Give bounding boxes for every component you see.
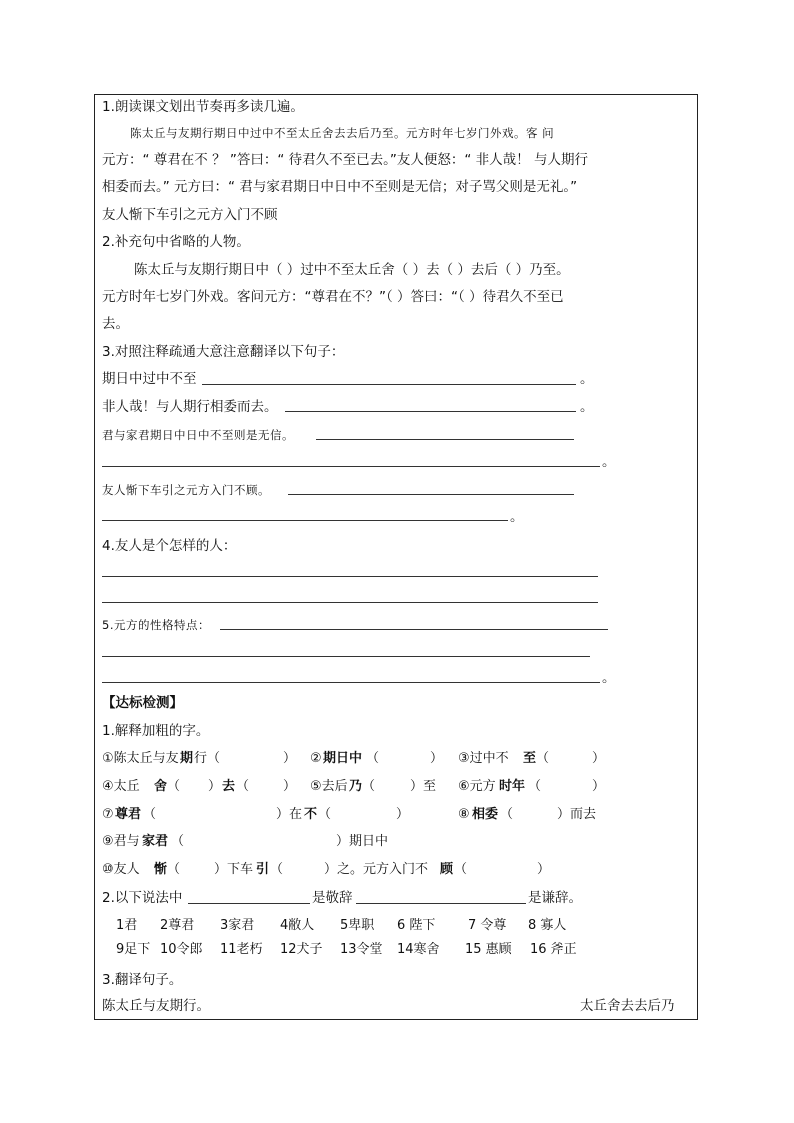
q2-text: ） [430, 751, 444, 766]
q6-text: （ [528, 779, 542, 794]
q10-bold: 惭 [154, 862, 168, 877]
period: 。 [602, 454, 616, 470]
q1-text: ①陈太丘与友 [102, 751, 179, 766]
period: 。 [602, 670, 616, 686]
q10-text: ） [537, 862, 551, 877]
q3-bold: 至 [523, 751, 537, 766]
word: 3家君 [220, 918, 255, 933]
q4-bold: 舍 [154, 779, 168, 794]
q10-bold: 引 [256, 862, 270, 877]
q2-text: （ [366, 751, 380, 766]
answer-line[interactable] [102, 682, 600, 683]
word: 9足下 [116, 942, 151, 957]
word: 5卑职 [340, 918, 375, 933]
task1-line-3: 相委而去。” 元方曰：“ 君与家君期日中日中不至则是无信；对子骂父则是无礼。” [102, 179, 578, 195]
task2-line-1: 陈太丘与友期行期日中（ ）过中不至太丘舍（ ）去（ ）去后（ ）乃至。 [134, 262, 570, 278]
q6-text: ⑥元方 [458, 779, 496, 794]
q9-text: ⑨君与 [102, 834, 140, 849]
q5-text: ）至 [410, 779, 437, 794]
word: 2尊君 [160, 918, 195, 933]
q4-bold: 去 [222, 779, 236, 794]
q7-text: ）在 [276, 807, 303, 822]
task2-line-2: 元方时年七岁门外戏。客问元方：“尊君在不？”（ ）答曰：“（ ）待君久不至已 [102, 289, 564, 305]
word: 1君 [116, 918, 138, 933]
q9-text: （ [171, 834, 185, 849]
check2-post: 是谦辞。 [528, 890, 582, 906]
q4-text: （ [236, 779, 250, 794]
word: 8 寡人 [528, 918, 567, 933]
check3-right: 太丘舍去去后乃 [580, 998, 675, 1014]
task3-item-3: 君与家君期日中日中不至则是无信。 [102, 428, 294, 442]
task1-line-4: 友人惭下车引之元方入门不顾 [102, 207, 278, 223]
q9-text: ）期日中 [336, 834, 389, 849]
word: 6 陛下 [397, 918, 436, 933]
q4-text: ④太丘 [102, 779, 140, 794]
q3-text: （ [536, 751, 550, 766]
q7-text: ） [396, 807, 410, 822]
task4-heading: 4.友人是个怎样的人： [102, 538, 237, 554]
task3-heading: 3.对照注释疏通大意注意翻译以下句子： [102, 344, 345, 360]
answer-line[interactable] [102, 576, 598, 577]
word: 16 斧正 [530, 942, 577, 957]
q10-text: ⑩友人 [102, 862, 140, 877]
q8-text: ）而去 [557, 807, 597, 822]
q4-text: （ [167, 779, 181, 794]
q8-text: （ [500, 807, 514, 822]
q7-bold: 尊君 [115, 807, 142, 822]
word: 15 惠顾 [465, 942, 512, 957]
check2-mid: 是敬辞 [312, 890, 353, 906]
word: 7 令尊 [468, 918, 507, 933]
q5-text: ⑤去后 [310, 779, 348, 794]
answer-line[interactable] [202, 384, 576, 385]
word: 13令堂 [340, 942, 383, 957]
answer-line[interactable] [285, 411, 576, 412]
q7-text: （ [143, 807, 157, 822]
check1-heading: 1.解释加粗的字。 [102, 723, 210, 739]
q6-text: ） [592, 779, 606, 794]
q8-text: ⑧ [458, 807, 470, 822]
task2-line-3: 去。 [102, 316, 129, 332]
period: 。 [580, 371, 594, 387]
q6-bold: 时年 [499, 779, 526, 794]
q4-text: ） [283, 779, 297, 794]
word: 14寒舍 [397, 942, 440, 957]
answer-line[interactable] [288, 494, 574, 495]
section-title: 【达标检测】 [102, 695, 183, 711]
q1-text: ） [283, 751, 297, 766]
q7-bold: 不 [304, 807, 318, 822]
task1-line-2: 元方：“ 尊君在不 ？ ”答曰：“ 待君久不至已去。”友人便怒：“ 非人哉！ 与人期行 [102, 152, 588, 168]
q2-text: ② [310, 751, 322, 766]
q4-text: ） [208, 779, 222, 794]
word: 4敝人 [280, 918, 315, 933]
word: 11老朽 [220, 942, 263, 957]
q1-text: 行（ [194, 751, 221, 766]
q1-bold: 期 [180, 751, 194, 766]
check2-pre: 2.以下说法中 [102, 890, 183, 906]
task3-item-1: 期日中过中不至 [102, 371, 197, 387]
check3-heading: 3.翻译句子。 [102, 972, 183, 988]
task5-heading: 5.元方的性格特点： [102, 618, 210, 632]
q10-text: （ [454, 862, 468, 877]
check3-left: 陈太丘与友期行。 [102, 998, 210, 1014]
q7-text: ⑦ [102, 807, 114, 822]
answer-line[interactable] [102, 656, 590, 657]
answer-line[interactable] [220, 629, 608, 630]
task1-line-1: 陈太丘与友期行期日中过中不至太丘舍去去后乃至。元方时年七岁门外戏。客 问 [130, 126, 555, 140]
q10-text: （ [167, 862, 181, 877]
task2-heading: 2.补充句中省略的人物。 [102, 234, 250, 250]
q10-text: ）之。元方入门不 [324, 862, 429, 877]
q2-bold: 期日中 [323, 751, 363, 766]
q9-bold: 家君 [142, 834, 169, 849]
q10-bold: 顾 [440, 862, 454, 877]
answer-line[interactable] [102, 520, 508, 521]
q7-text: （ [318, 807, 332, 822]
task1-heading: 1.朗读课文划出节奏再多读几遍。 [102, 99, 304, 115]
answer-line[interactable] [356, 903, 526, 904]
q3-text: ） [592, 751, 606, 766]
task3-item-4: 友人惭下车引之元方入门不顾。 [102, 483, 270, 497]
q10-text: （ [270, 862, 284, 877]
q5-bold: 乃 [349, 779, 363, 794]
q10-text: ）下车 [214, 862, 254, 877]
answer-line[interactable] [316, 439, 574, 440]
answer-line[interactable] [102, 602, 598, 603]
q5-text: （ [362, 779, 376, 794]
answer-line[interactable] [102, 466, 600, 467]
period: 。 [510, 509, 524, 525]
task3-item-2: 非人哉！与人期行相委而去。 [102, 399, 278, 415]
period: 。 [580, 399, 594, 415]
q3-text: ③过中不 [458, 751, 509, 766]
answer-line[interactable] [188, 903, 310, 904]
word: 12犬子 [280, 942, 323, 957]
q8-bold: 相委 [472, 807, 499, 822]
word: 10令郎 [160, 942, 203, 957]
